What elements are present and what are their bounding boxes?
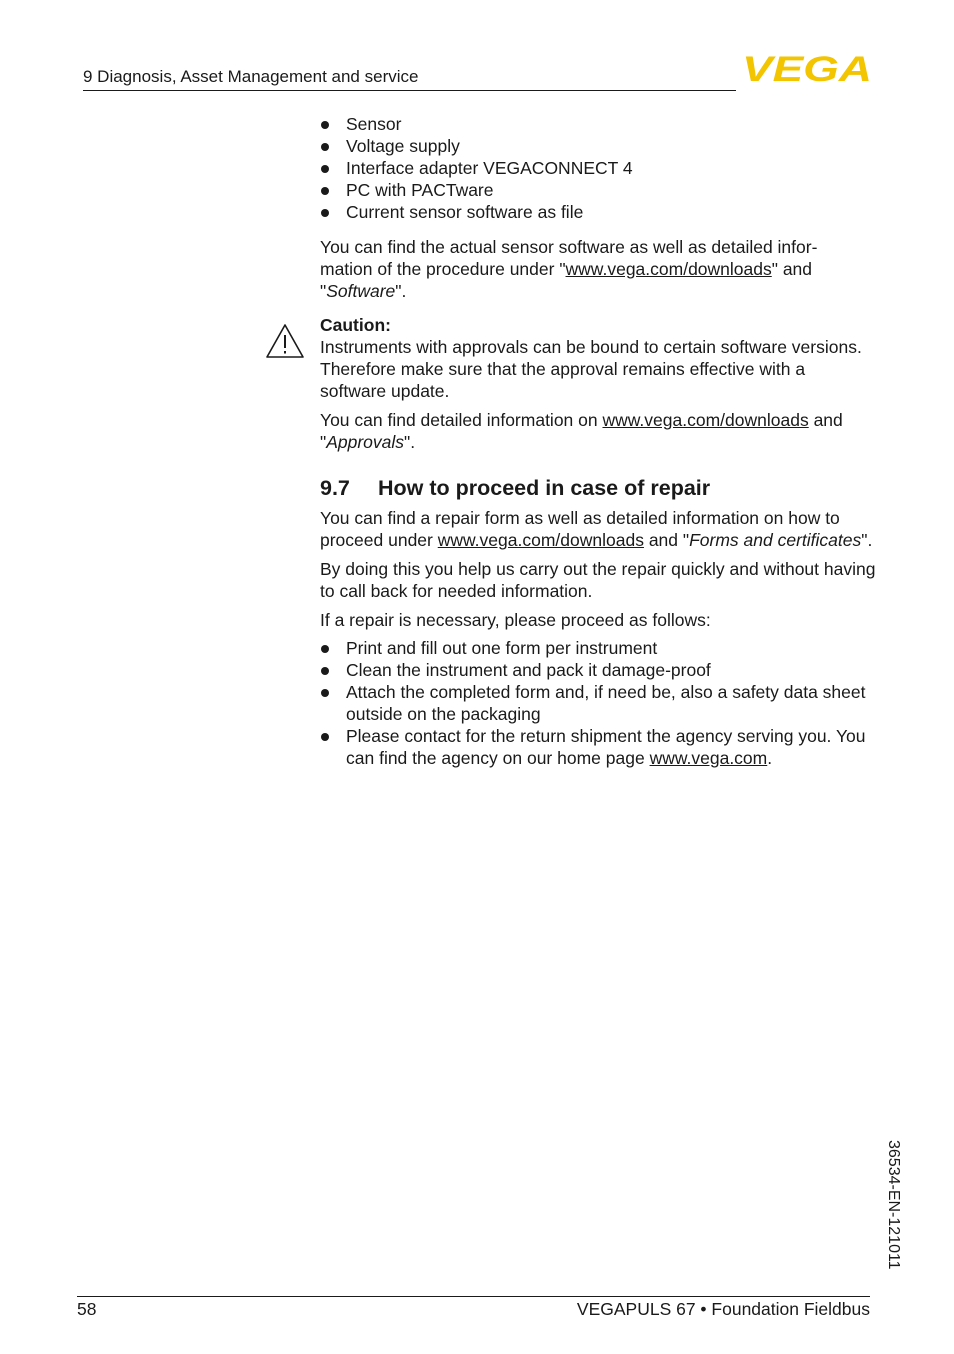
approvals-text: "	[320, 432, 327, 452]
section-title: How to proceed in case of repair	[378, 476, 711, 500]
requirements-list	[320, 113, 876, 223]
section-heading	[320, 474, 876, 502]
list-item	[320, 725, 876, 769]
downloads-link[interactable]: www.vega.com/downloads	[565, 259, 772, 279]
list-item: Sensor	[320, 113, 876, 135]
repair-benefit-paragraph: By doing this you help us carry out the repair quickly and without having to call back for needed information.	[320, 559, 876, 601]
homepage-link[interactable]: www.vega.com	[649, 748, 768, 768]
list-item: Current sensor software as file	[320, 201, 876, 223]
document-id: 36534-EN-121011	[885, 1140, 902, 1270]
caution-title: Caution:	[320, 315, 391, 335]
repair-text: You can find a repair form as well as detailed information on how to proceed under	[320, 508, 840, 550]
repair-text: ".	[861, 530, 873, 550]
approvals-text: and	[808, 410, 843, 430]
header-divider	[83, 90, 736, 91]
list-item: Attach the completed form and, if need be, also a safety data sheet outside on the packaging	[320, 681, 876, 725]
caution-body: Instruments with approvals can be bound to certain software versions. Therefore make sure that the approval remains effective with a software update.	[320, 337, 862, 401]
approvals-paragraph	[320, 409, 876, 453]
step-text: Please contact for the return shipment the agency serving you. You can find the agency on our home page	[346, 726, 866, 768]
forms-label: Forms and certificates	[689, 530, 862, 550]
chapter-title: 9 Diagnosis, Asset Management and service	[83, 67, 419, 86]
list-item: Interface adapter VEGACONNECT 4	[320, 157, 876, 179]
warning-triangle-icon	[265, 323, 305, 359]
svg-text:VEGA: VEGA	[742, 54, 872, 82]
list-item: Print and fill out one form per instrument	[320, 637, 876, 659]
page-number: 58	[77, 1299, 97, 1319]
list-item: Clean the instrument and pack it damage-proof	[320, 659, 876, 681]
downloads-link[interactable]: www.vega.com/downloads	[602, 410, 809, 430]
main-content	[320, 113, 876, 769]
approvals-text: ".	[404, 432, 416, 452]
step-text: .	[767, 748, 773, 768]
software-info-text: mation of the procedure under "	[320, 259, 566, 279]
software-info-paragraph	[320, 236, 876, 302]
footer-divider	[77, 1296, 870, 1297]
software-info-text: ".	[395, 281, 407, 301]
approvals-label: Approvals	[326, 432, 405, 452]
caution-block	[320, 314, 876, 453]
repair-steps-list	[320, 637, 876, 769]
software-label: Software	[326, 281, 396, 301]
product-name: VEGAPULS 67 • Foundation Fieldbus	[576, 1299, 870, 1319]
software-info-text: " and	[771, 259, 813, 279]
list-item: Voltage supply	[320, 135, 876, 157]
software-info-text: "	[320, 281, 327, 301]
repair-text: and "	[643, 530, 690, 550]
software-info-text: You can find the actual sensor software as well as detailed infor-	[320, 237, 818, 257]
repair-form-paragraph	[320, 507, 876, 551]
list-item: PC with PACTware	[320, 179, 876, 201]
repair-intro-paragraph: If a repair is necessary, please proceed as follows:	[320, 610, 711, 630]
vega-logo	[742, 54, 872, 82]
section-number: 9.7	[320, 476, 350, 500]
downloads-link[interactable]: www.vega.com/downloads	[437, 530, 644, 550]
approvals-text: You can find detailed information on	[320, 410, 603, 430]
